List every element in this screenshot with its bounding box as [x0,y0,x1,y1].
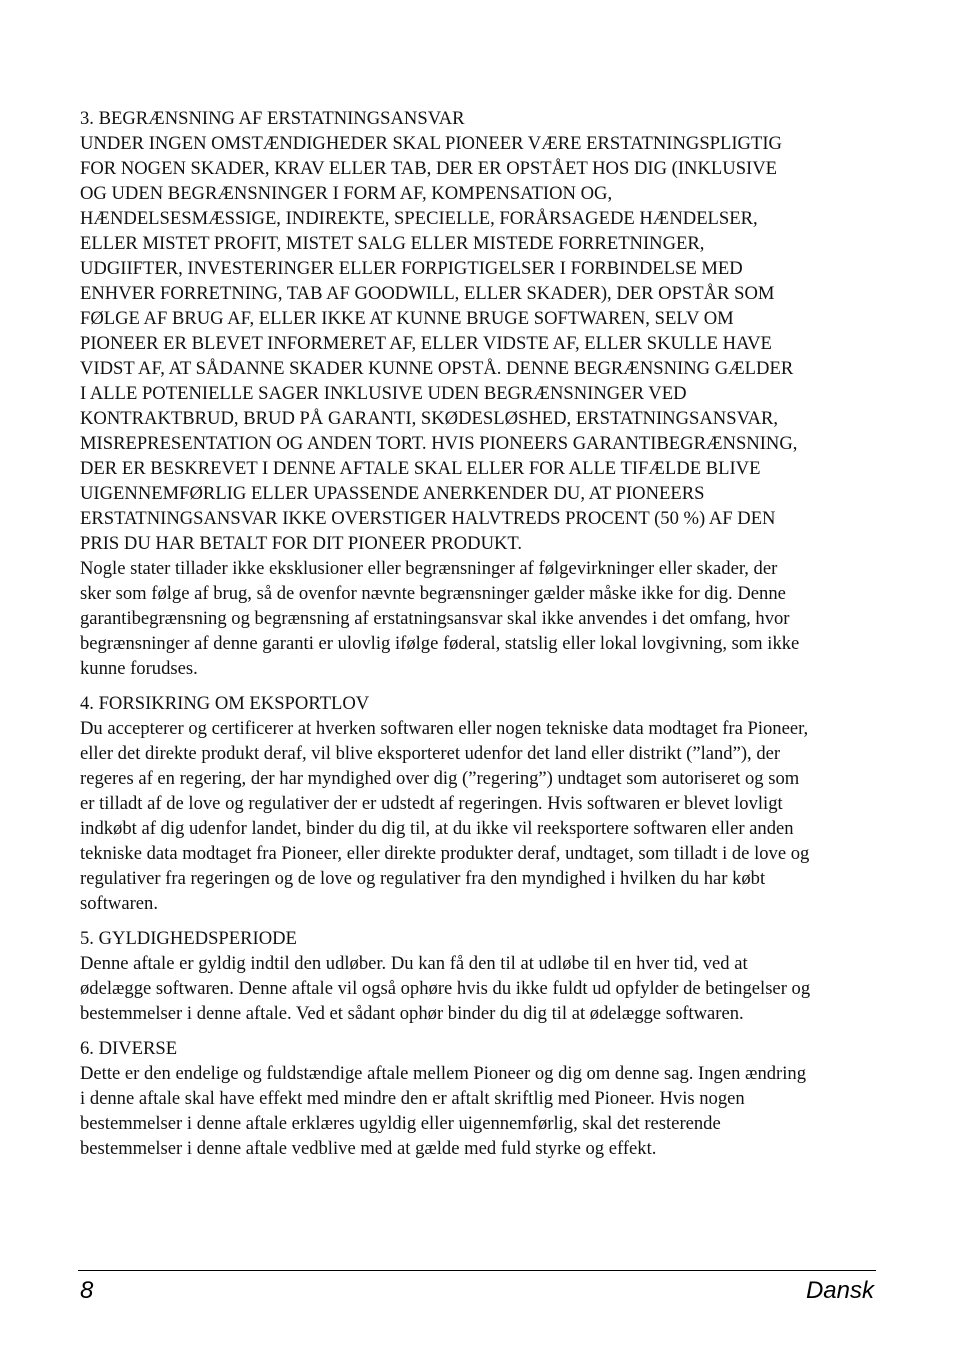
body-text-line: garantibegrænsning og begrænsning af erstatningsansvar skal ikke anvendes i det omfang, hvor [80,608,790,629]
body-text-line: ERSTATNINGSANSVAR IKKE OVERSTIGER HALVTREDS PROCENT (50 %) AF DEN [80,508,776,529]
body-text-line: regeres af en regering, der har myndighed over dig (”regering”) undtaget som autoriseret og som [80,768,800,789]
body-text-line: FOR NOGEN SKADER, KRAV ELLER TAB, DER ER OPSTÅET HOS DIG (INKLUSIVE [80,158,778,179]
body-text-line: Du accepterer og certificerer at hverken softwaren eller nogen tekniske data modtaget fra Pioneer, [80,718,809,739]
body-text-line: PIONEER ER BLEVET INFORMERET AF, ELLER VIDSTE AF, ELLER SKULLE HAVE [80,333,772,354]
body-text-line: i denne aftale skal have effekt med mindre den er aftalt skriftlig med Pioneer. Hvis nogen [80,1088,745,1109]
body-text-line: ENHVER FORRETNING, TAB AF GOODWILL, ELLER SKADER), DER OPSTÅR SOM [80,283,775,304]
section-1 [80,106,876,681]
body-text-line: bestemmelser i denne aftale erklæres ugyldig eller uigennemførlig, skal det resterende [80,1113,721,1134]
body-text-line: bestemmelser i denne aftale. Ved et sådant ophør binder du dig til at ødelægge softwaren. [80,1003,744,1024]
section-heading: 4. FORSIKRING OM EKSPORTLOV [80,693,370,714]
body-text-line: Dette er den endelige og fuldstændige aftale mellem Pioneer og dig om denne sag. Ingen ændring [80,1063,806,1084]
body-text-line: Denne aftale er gyldig indtil den udløber. Du kan få den til at udløbe til en hver tid, ved at [80,953,748,974]
body-text-line: MISREPRESENTATION OG ANDEN TORT. HVIS PIONEERS GARANTIBEGRÆNSNING, [80,433,798,454]
body-text-line: ødelægge softwaren. Denne aftale vil også ophøre hvis du ikke fuldt ud opfylder de betingelser og [80,978,811,999]
section-heading: 5. GYLDIGHEDSPERIODE [80,928,297,949]
body-text-line: regulativer fra regeringen og de love og regulativer fra den myndighed i hvilken du har købt [80,868,766,889]
body-text-line: begrænsninger af denne garanti er ulovlig ifølge føderal, statslig eller lokal lovgivning, som ikke [80,633,800,654]
body-text-line: FØLGE AF BRUG AF, ELLER IKKE AT KUNNE BRUGE SOFTWAREN, SELV OM [80,308,734,329]
body-text-line: HÆNDELSESMÆSSIGE, INDIREKTE, SPECIELLE, FORÅRSAGEDE HÆNDELSER, [80,208,758,229]
body-text-line: Nogle stater tillader ikke eksklusioner eller begrænsninger af følgevirkninger eller skader, der [80,558,778,579]
body-text-line: tekniske data modtaget fra Pioneer, eller direkte produkter deraf, undtaget, som tilladt i de love og [80,843,810,864]
body-text-line: ELLER MISTET PROFIT, MISTET SALG ELLER MISTEDE FORRETNINGER, [80,233,705,254]
body-text-line: DER ER BESKREVET I DENNE AFTALE SKAL ELLER FOR ALLE TIFÆLDE BLIVE [80,458,761,479]
body-text-line: VIDST AF, AT SÅDANNE SKADER KUNNE OPSTÅ. DENNE BEGRÆNSNING GÆLDER [80,358,794,379]
body-text-line: UIGENNEMFØRLIG ELLER UPASSENDE ANERKENDER DU, AT PIONEERS [80,483,705,504]
body-text-line: kunne forudses. [80,658,198,679]
body-text-line: KONTRAKTBRUD, BRUD PÅ GARANTI, SKØDESLØSHED, ERSTATNINGSANSVAR, [80,408,779,429]
body-text-line: UNDER INGEN OMSTÆNDIGHEDER SKAL PIONEER VÆRE ERSTATNINGSPLIGTIG [80,133,782,154]
body-text-line: er tilladt af de love og regulativer der er udstedt af regeringen. Hvis softwaren er blevet lovligt [80,793,783,814]
body-text-line: indkøbt af dig udenfor landet, binder du dig til, at du ikke vil reeksportere softwaren eller anden [80,818,794,839]
section-heading: 6. DIVERSE [80,1038,178,1059]
page-number: 8 [80,1277,94,1304]
document-body [80,106,876,1171]
section-3 [80,926,876,1026]
body-text-line: softwaren. [80,893,158,914]
body-text-line: UDGIIFTER, INVESTERINGER ELLER FORPIGTIGELSER I FORBINDELSE MED [80,258,743,279]
section-4 [80,1036,876,1161]
footer-language: Dansk [805,1277,874,1304]
body-text-line: bestemmelser i denne aftale vedblive med at gælde med fuld styrke og effekt. [80,1138,657,1159]
body-text-line: sker som følge af brug, så de ovenfor nævnte begrænsninger gælder måske ikke for dig. Denne [80,583,786,604]
body-text-line: PRIS DU HAR BETALT FOR DIT PIONEER PRODUKT. [80,533,523,554]
footer-divider [78,1270,876,1271]
body-text-line: OG UDEN BEGRÆNSNINGER I FORM AF, KOMPENSATION OG, [80,183,613,204]
section-2 [80,691,876,916]
body-text-line: eller det direkte produkt deraf, vil blive eksporteret udenfor det land eller distrikt (”land”), der [80,743,781,764]
body-text-line: I ALLE POTENIELLE SAGER INKLUSIVE UDEN BEGRÆNSNINGER VED [80,383,687,404]
section-heading: 3. BEGRÆNSNING AF ERSTATNINGSANSVAR [80,108,465,129]
